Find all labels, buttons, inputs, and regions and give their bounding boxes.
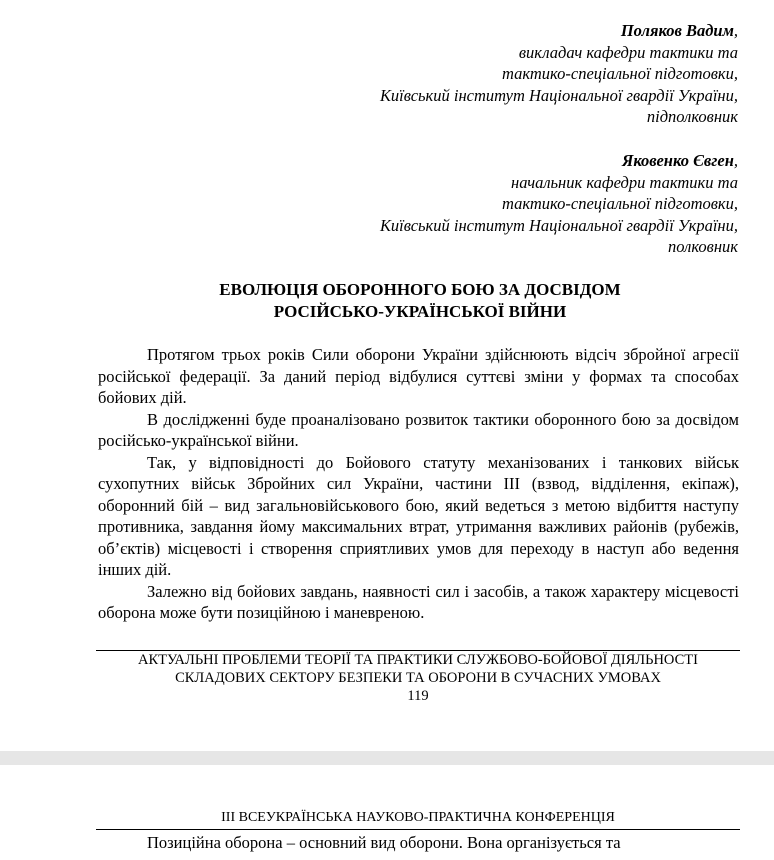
body-paragraph: Так, у відповідності до Бойового статуту механізованих і танкових військ сухопутних військ Збройних сил України, частини ІІІ (взвод, відділення, екіпаж), оборонний бій – вид загальновійськового бою, який ведеться з метою відбиття наступу противника, завдання йому максимальних втрат, утримання важливих районів (рубежів, об’єктів) місцевості і створення сприятливих умов для переходу в наступ або ведення інших дій. [98,452,739,579]
author-name-suffix: , [733,151,738,170]
body-paragraph: В дослідженні буде проаналізовано розвиток тактики оборонного бою за досвідом російсько-української війни. [98,409,739,450]
author-position-line: тактико-спеціальної підготовки, [502,64,738,83]
author-position-line: тактико-спеціальної підготовки, [502,194,738,213]
page-footer [96,651,740,687]
author-institution: Київський інститут Національної гвардії України, [379,215,738,235]
author-institution: Київський інститут Національної гвардії України, [379,85,738,105]
author-position-line: начальник кафедри тактики та [511,172,738,192]
header-divider [96,829,740,830]
article-title [60,279,774,322]
next-page-body [98,832,739,854]
author-position-line: викладач кафедри тактики та [518,42,738,62]
author-block-polyakov [380,20,738,128]
footer-line: СКЛАДОВИХ СЕКТОРУ БЕЗПЕКИ ТА ОБОРОНИ В СУЧАСНИХ УМОВАХ [175,670,661,686]
article-title-line: ЕВОЛЮЦІЯ ОБОРОННОГО БОЮ ЗА ДОСВІДОМ [219,280,621,299]
author-name: Поляков Вадим [620,21,734,40]
page-number: 119 [407,688,429,704]
article-title-line: РОСІЙСЬКО-УКРАЇНСЬКОЇ ВІЙНИ [273,301,567,321]
body-paragraph: Залежно від бойових завдань, наявності сил і засобів, а також характеру місцевості оборона може бути позиційною і маневреною. [98,581,739,622]
author-name: Яковенко Євген [621,151,734,170]
author-block-yakovenko [380,150,738,258]
author-rank: полковник [668,237,738,256]
author-rank: підполковник [646,107,738,126]
body-paragraph: Протягом трьох років Сили оборони України здійснюють відсіч збройної агресії російської федерації. За даний період відбулися суттєві зміни у формах та способах бойових дій. [98,345,739,407]
running-header: ІІІ ВСЕУКРАЇНСЬКА НАУКОВО-ПРАКТИЧНА КОНФЕРЕНЦІЯ [221,810,615,825]
article-body [98,344,739,624]
author-name-suffix: , [733,21,738,40]
footer-line: АКТУАЛЬНІ ПРОБЛЕМИ ТЕОРІЇ ТА ПРАКТИКИ СЛУЖБОВО-БОЙОВОЇ ДІЯЛЬНОСТІ [138,652,698,668]
page-separator [0,751,774,765]
body-paragraph: Позиційна оборона – основний вид оборони. Вона організується та [147,833,621,852]
